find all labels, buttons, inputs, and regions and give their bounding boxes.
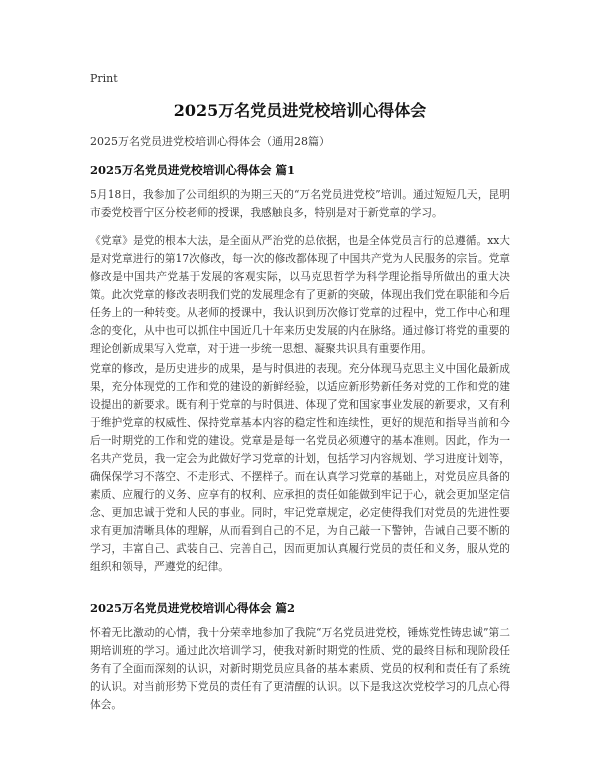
paragraph: 5月18日，我参加了公司组织的为期三天的“万名党员进党校”培训。通过短短几天，昆明市委党校晋宁区分校老师的授课，我感触良多，特别是对于新党章的学习。 bbox=[90, 188, 510, 219]
section-heading-1: 2025万名党员进党校培训心得体会 篇1 bbox=[90, 163, 296, 177]
page-title: 2025万名党员进党校培训心得体会 bbox=[173, 101, 427, 120]
print-link[interactable]: Print bbox=[90, 72, 118, 85]
paragraph: 怀着无比激动的心情，我十分荣幸地参加了我院“万名党员进党校，锤炼党性铸忠诚”第二期培训班的学习。通过此次培训学习，使我对新时期党的性质、党的最终目标和现阶段任务有了全面而深刻的认识，对新时期党员应具备的基本素质、党员的权利和责任有了系统的认识。对当前形势下党员的责任有了更清醒的认识。以下是我这次党校学习的几点心得体会。 bbox=[90, 626, 510, 711]
paragraph: 《党章》是党的根本大法，是全面从严治党的总依据，也是全体党员言行的总遵循。xx大是对党章进行的第17次修改，每一次的修改都体现了中国共产党为人民服务的宗旨。党章修改是中国共产党基于发展的客观实际，以马克思哲学为科学理论指导所做出的重大决策。此次党章的修改表明我们党的发展理念有了更新的突破，体现出我们党在职能和今后任务上的一种转变。从老师的授课中，我认识到历次修订党章的过程中，党工作中心和理念的变化，从中也可以抓住中国近几十年来历史发展的内在脉络。通过修订将党的重要的理论创新成果写入党章，对于进一步统一思想、凝聚共识具有重要作用。 bbox=[90, 234, 510, 355]
document-subtitle: 2025万名党员进党校培训心得体会（通用28篇） bbox=[90, 135, 330, 148]
paragraph: 党章的修改，是历史进步的成果，是与时俱进的表现。充分体现马克思主义中国化最新成果，充分体现党的工作和党的建设的新鲜经验，以适应新形势新任务对党的工作和党的建设提出的新要求。既有利于党章的与时俱进、体现了党和国家事业发展的新要求，又有利于维护党章的权威性、保持党章基本内容的稳定性和连续性，更好的规范和指导当前和今后一时期党的工作和党的建设。党章是是每一名党员必须遵守的基本准则。因此，作为一名共产党员，我一定会为此做好学习党章的计划，包括学习内容规划、学习进度计划等，确保保学习不落空、不走形式、不摆样子。而在认真学习党章的基础上，对党员应具备的素质、应履行的义务、应享有的权利、应承担的责任如能做到牢记于心，就会更加坚定信念、更加忠诚于党和人民的事业。同时，牢记党章规定，必定使得我们对党员的先进性要求有更加清晰具体的理解，从而看到自己的不足，为自己敲一下警钟，告诫自己要不断的学习，丰富自己、武装自己、完善自己，因而更加认真履行党员的责任和义务，服从党的组织和领导，严遵党的纪律。 bbox=[90, 362, 510, 573]
section-heading-2: 2025万名党员进党校培训心得体会 篇2 bbox=[90, 601, 296, 615]
